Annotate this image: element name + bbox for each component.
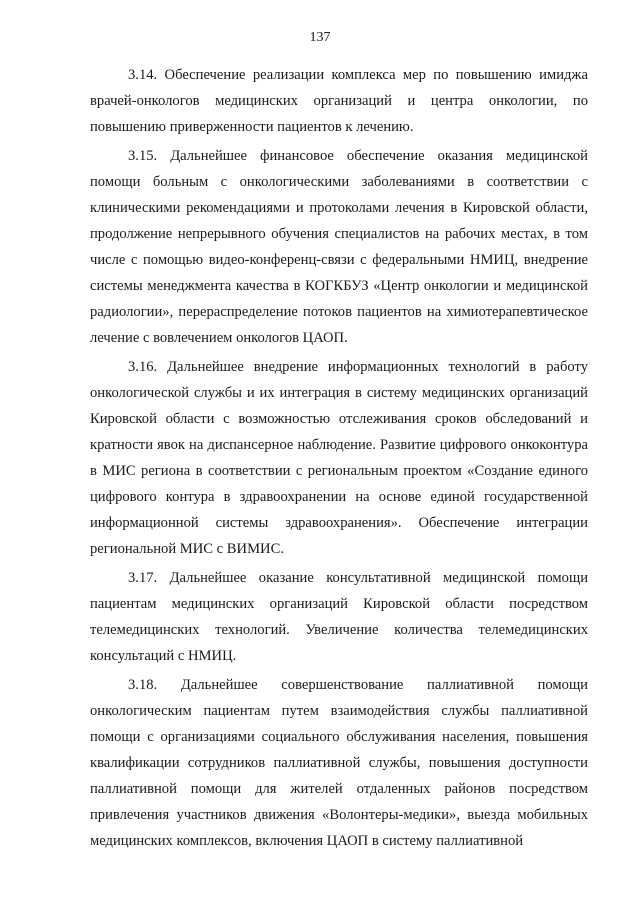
page-number: 137 (309, 30, 331, 45)
paragraph-3-15: 3.15. Дальнейшее финансовое обеспечение оказания медицинской помощи больным с онкологическими заболеваниями в соответствии с клиническими рекомендациями и протоколами лечения в Кировской области, продолжение непрерывного обучения специалистов на рабочих местах, в том числе с помощью видео-конференц-связи с федеральными НМИЦ, внедрение системы менеджмента качества в КОГКБУЗ «Центр онкологии и медицинской радиологии», перераспределение потоков пациентов на химиотерапевтическое лечение с вовлечением онкологов ЦАОП. (90, 148, 588, 346)
paragraph-3-16: 3.16. Дальнейшее внедрение информационных технологий в работу онкологической службы и их интеграция в систему медицинских организаций Кировской области с возможностью отслеживания сроков обследований и кратности явок на диспансерное наблюдение. Развитие цифрового онкоконтура в МИС региона в соответствии с региональным проектом «Создание единого цифрового контура в здравоохранении на основе единой государственной информационной системы здравоохранения». Обеспечение интеграции региональной МИС с ВИМИС. (90, 359, 588, 557)
paragraph-3-17: 3.17. Дальнейшее оказание консультативной медицинской помощи пациентам медицинских организаций Кировской области посредством телемедицинских технологий. Увеличение количества телемедицинских консультаций с НМИЦ. (90, 570, 588, 664)
document-body (90, 62, 588, 857)
paragraph-3-18: 3.18. Дальнейшее совершенствование паллиативной помощи онкологическим пациентам путем взаимодействия службы паллиативной помощи с организациями социального обслуживания населения, повышения квалификации сотрудников паллиативной службы, повышения доступности паллиативной помощи для жителей отдаленных районов посредством привлечения участников движения «Волонтеры-медики», выезда мобильных медицинских комплексов, включения ЦАОП в систему паллиативной (90, 677, 588, 849)
paragraph-3-14: 3.14. Обеспечение реализации комплекса мер по повышению имиджа врачей-онкологов медицинских организаций и центра онкологии, по повышению приверженности пациентов к лечению. (90, 67, 588, 135)
